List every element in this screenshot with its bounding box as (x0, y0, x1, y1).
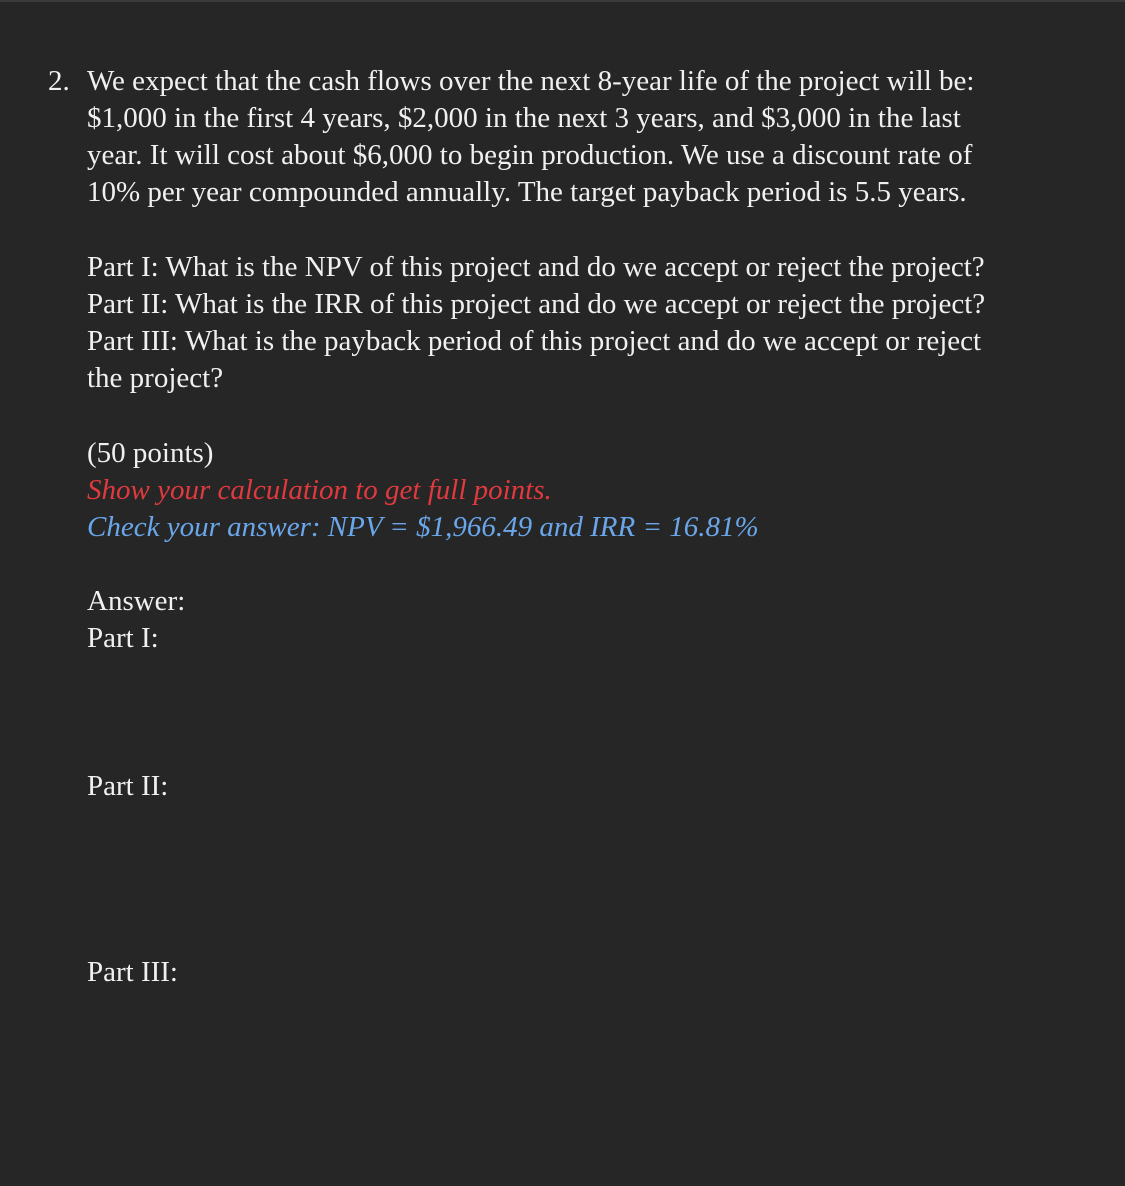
question-line-2: $1,000 in the first 4 years, $2,000 in the next 3 years, and $3,000 in the last (87, 102, 961, 134)
part-3-question-line-1: Part III: What is the payback period of this project and do we accept or reject (87, 325, 982, 357)
calculation-instruction: Show your calculation to get full points. (87, 474, 552, 506)
answer-check-hint: Check your answer: NPV = $1,966.49 and IRR = 16.81% (87, 511, 759, 543)
part-3-question-line-2: the project? (87, 362, 224, 394)
answer-part-2-label: Part II: (87, 770, 169, 802)
part-2-question: Part II: What is the IRR of this project and do we accept or reject the project? (87, 288, 986, 320)
points-value: (50 points) (87, 437, 214, 469)
answer-heading: Answer: (87, 585, 186, 617)
answer-part-1-label: Part I: (87, 622, 159, 654)
question-line-3: year. It will cost about $6,000 to begin production. We use a discount rate of (87, 139, 973, 171)
question-number: 2. (48, 65, 70, 97)
question-line-4: 10% per year compounded annually. The target payback period is 5.5 years. (87, 176, 967, 208)
answer-part-3-label: Part III: (87, 956, 178, 988)
question-line-1: We expect that the cash flows over the next 8-year life of the project will be: (87, 65, 975, 97)
part-1-question: Part I: What is the NPV of this project and do we accept or reject the project? (87, 251, 985, 283)
